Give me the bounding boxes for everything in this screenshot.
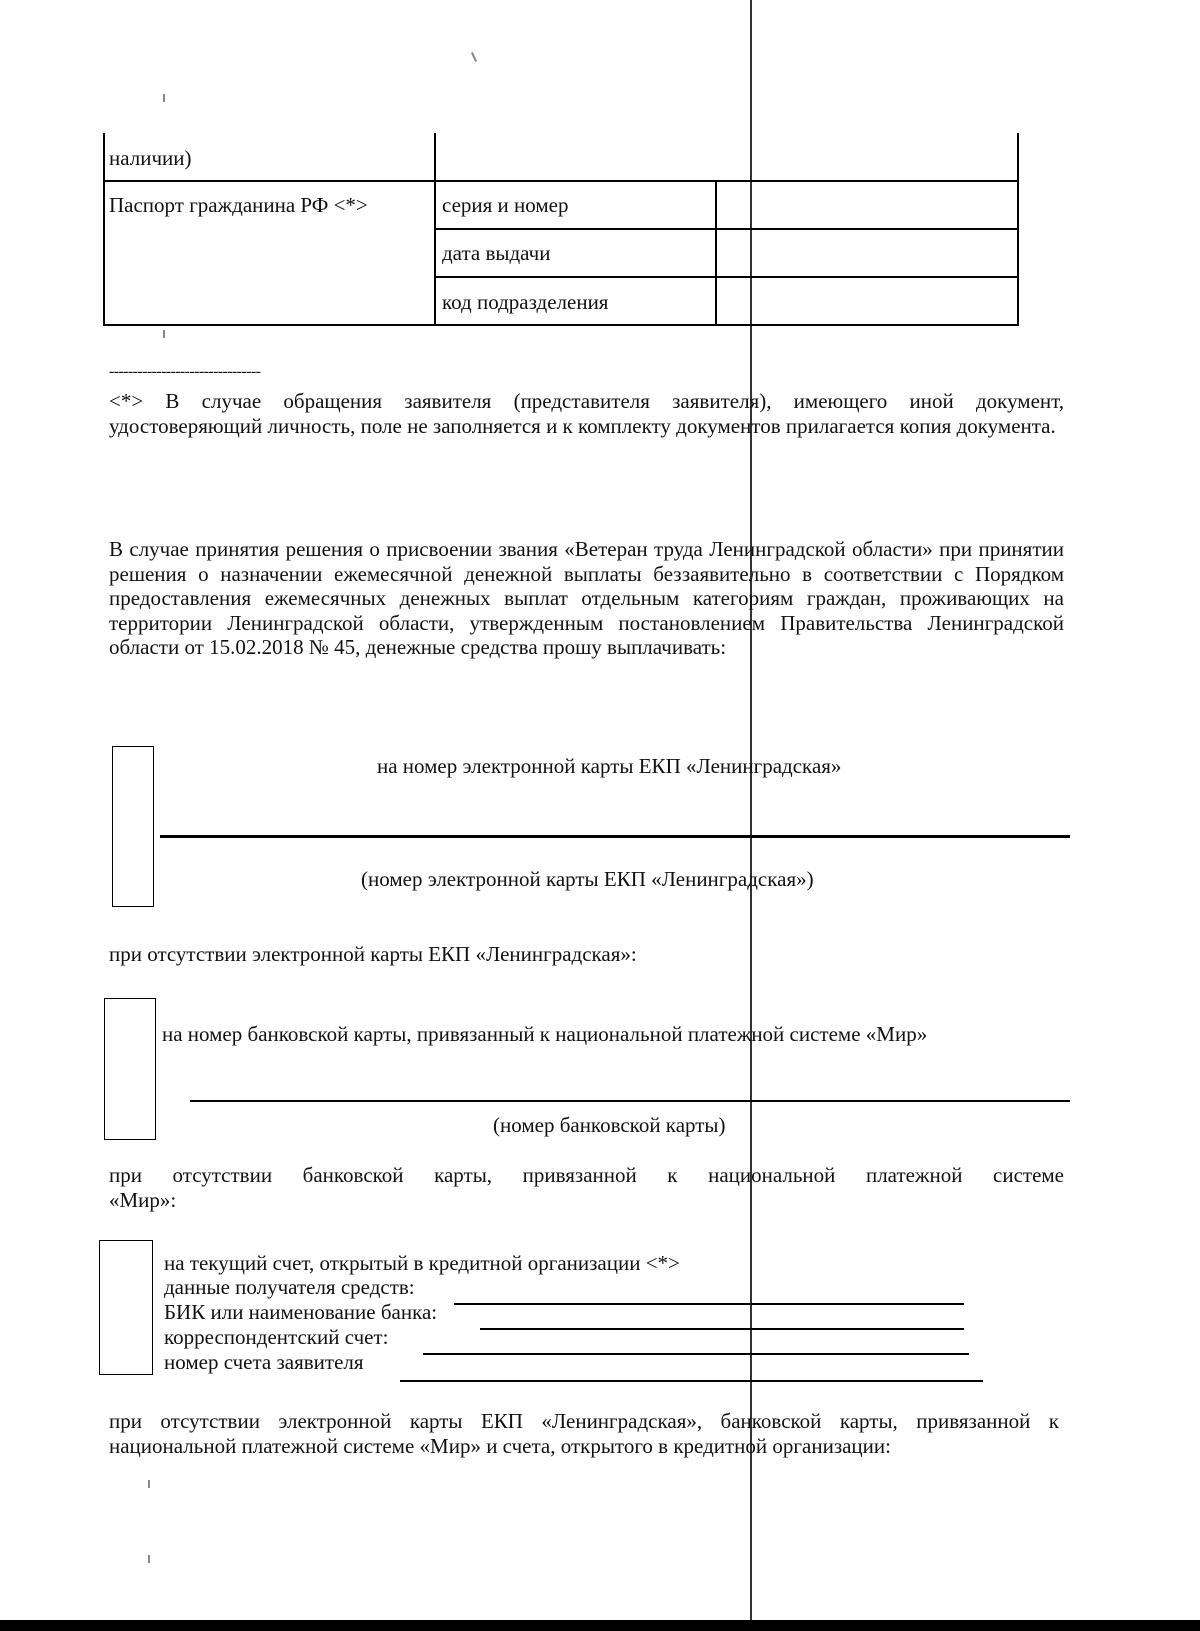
footnote-text: <*> В случае обращения заявителя (представителя заявителя), имеющего иной документ, удостоверяющий личность, поле не заполняется и к комплекту документов прилагается копия документа. [109, 389, 1064, 438]
intro-paragraph: В случае принятия решения о присвоении звания «Ветеран труда Ленинградской области» при принятии решения о назначении ежемесячной денежной выплаты беззаявительно в соответствии с Порядком предоставления ежемесячных денежных выплат отдельным категориям граждан, проживающих на территории Ленинградской области, утвержденным постановлением Правительства Ленинградской области от 15.02.2018 № 45, денежные средства прошу выплачивать: [109, 537, 1064, 659]
passport-date-value[interactable] [720, 231, 1015, 275]
table-cont-label: наличии) [109, 146, 192, 170]
condition3-line2: «Мир»: [109, 1188, 177, 1212]
option2-input-line[interactable] [190, 1100, 1070, 1102]
option2-caption: (номер банковской карты) [493, 1113, 726, 1137]
condition3-line1: при отсутствии банковской карты, привязанной к национальной платежной системе [109, 1163, 1064, 1187]
option1-checkbox[interactable] [112, 746, 154, 907]
passport-series-label: серия и номер [442, 193, 569, 217]
option1-label: на номер электронной карты ЕКП «Ленинградская» [377, 754, 842, 778]
scan-speck [148, 1555, 150, 1563]
scan-bottom-edge [0, 1620, 1200, 1631]
option3-label: на текущий счет, открытый в кредитной организации <*> [164, 1251, 680, 1275]
footnote-separator: -------------------------------- [109, 363, 261, 380]
scan-speck [148, 1480, 150, 1488]
scan-speck [471, 52, 477, 62]
passport-division-label: код подразделения [442, 290, 609, 314]
corr-account-label: корреспондентский счет: [164, 1325, 389, 1349]
option1-input-line[interactable] [160, 835, 1070, 838]
bank-bik-label: БИК или наименование банка: [164, 1300, 438, 1324]
recipient-data-line[interactable] [454, 1303, 964, 1305]
passport-date-label: дата выдачи [442, 241, 551, 265]
passport-division-value[interactable] [720, 279, 1015, 323]
passport-series-value[interactable] [720, 183, 1015, 227]
recipient-data-label: данные получателя средств: [164, 1275, 415, 1299]
option2-label: на номер банковской карты, привязанный к национальной платежной системе «Мир» [162, 1022, 928, 1046]
condition4-text: при отсутствии электронной карты ЕКП «Ленинградская», банковской карты, привязанной к национальной платежной системе «Мир» и счета, открытого в кредитной организации: [109, 1409, 1059, 1458]
option1-caption: (номер электронной карты ЕКП «Ленинградская») [361, 867, 814, 891]
option2-checkbox[interactable] [104, 998, 156, 1140]
corr-account-line[interactable] [423, 1353, 969, 1355]
scan-speck [163, 330, 165, 338]
scan-speck [163, 94, 165, 102]
applicant-account-line[interactable] [400, 1380, 983, 1382]
option3-checkbox[interactable] [99, 1240, 153, 1375]
passport-label: Паспорт гражданина РФ <*> [109, 193, 368, 217]
condition2-text: при отсутствии электронной карты ЕКП «Ленинградская»: [109, 942, 637, 966]
applicant-account-label: номер счета заявителя [164, 1350, 364, 1374]
bank-bik-line[interactable] [480, 1328, 964, 1330]
